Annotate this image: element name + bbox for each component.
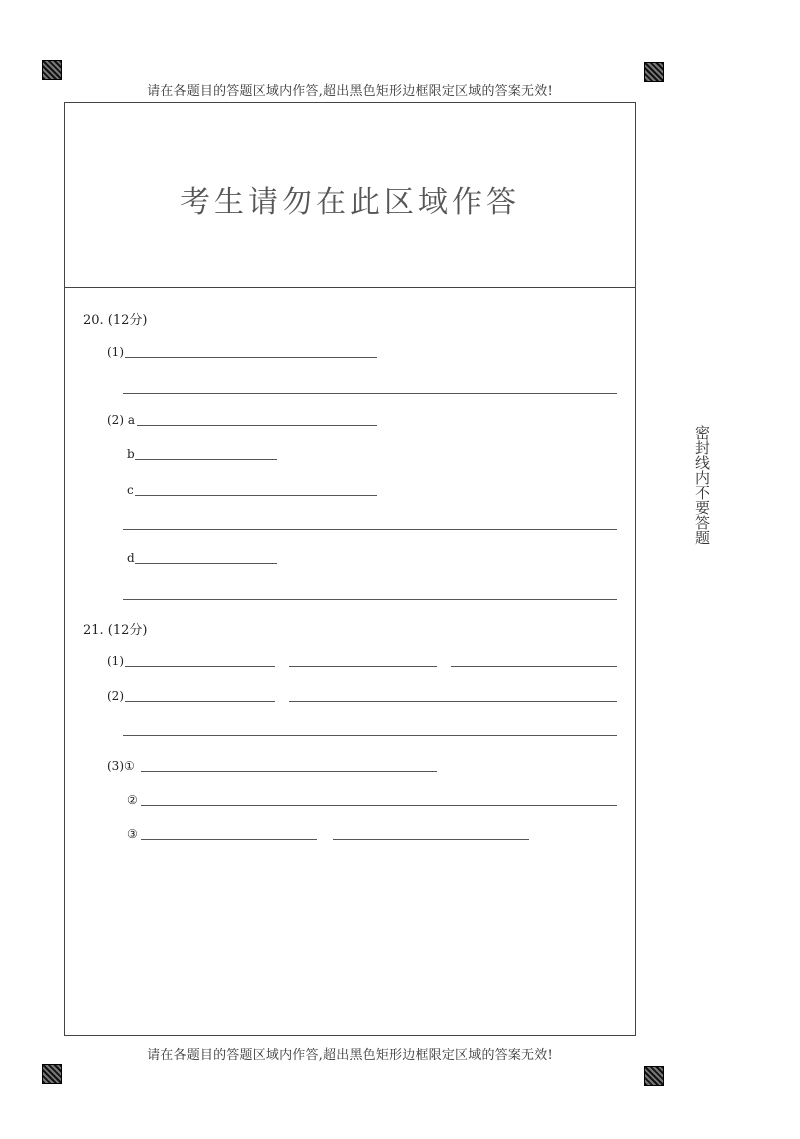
q21-part1-label: (1) [107,654,124,668]
q21-sub3-answer-line-1[interactable] [141,839,317,840]
q21-part2-answer-line-1[interactable] [125,701,275,702]
q21-part1-answer-line-3[interactable] [451,666,617,667]
q20-d-label: d [127,551,135,565]
q20-part2a-answer-line[interactable] [137,425,377,426]
q20-part1-answer-line-2[interactable] [123,393,617,394]
q20-b-answer-line[interactable] [135,459,277,460]
q20-part1-label: (1) [107,345,124,359]
q21-sub3-answer-line-2[interactable] [333,839,529,840]
registration-marker-bottom-left [42,1064,62,1084]
q20-c-label: c [127,483,134,497]
q21-sub2-answer-line[interactable] [141,805,617,806]
bottom-notice: 请在各题目的答题区域内作答,超出黑色矩形边框限定区域的答案无效! [147,1048,553,1063]
seal-line-warning: 密封线内不要答题 [693,425,711,545]
reserved-area [65,103,635,288]
q21-part2-label: (2) [107,689,124,703]
registration-marker-top-right [644,62,664,82]
question-21-title: 21. (12分) [83,623,148,638]
q21-part2-answer-line-2[interactable] [289,701,617,702]
q20-c-answer-line-2[interactable] [123,529,617,530]
q20-d-answer-line[interactable] [135,563,277,564]
registration-marker-bottom-right [644,1066,664,1086]
answer-frame [64,102,636,1036]
q20-d-answer-line-2[interactable] [123,599,617,600]
q20-part2a-label: (2) a [107,413,135,427]
registration-marker-top-left [42,60,62,80]
reserved-area-text: 考生请勿在此区域作答 [180,185,520,220]
q20-b-label: b [127,447,135,461]
q21-part3-label: (3)① [107,759,135,773]
q21-sub2-label: ② [127,793,138,807]
q20-c-answer-line[interactable] [135,495,377,496]
q21-part1-answer-line-1[interactable] [125,666,275,667]
q20-part1-answer-line[interactable] [125,357,377,358]
q21-part3-answer-line[interactable] [141,771,437,772]
q21-part1-answer-line-2[interactable] [289,666,437,667]
question-20-title: 20. (12分) [83,313,148,328]
q21-part2-answer-line-3[interactable] [123,735,617,736]
q21-sub3-label: ③ [127,827,138,841]
top-notice: 请在各题目的答题区域内作答,超出黑色矩形边框限定区域的答案无效! [147,84,553,99]
